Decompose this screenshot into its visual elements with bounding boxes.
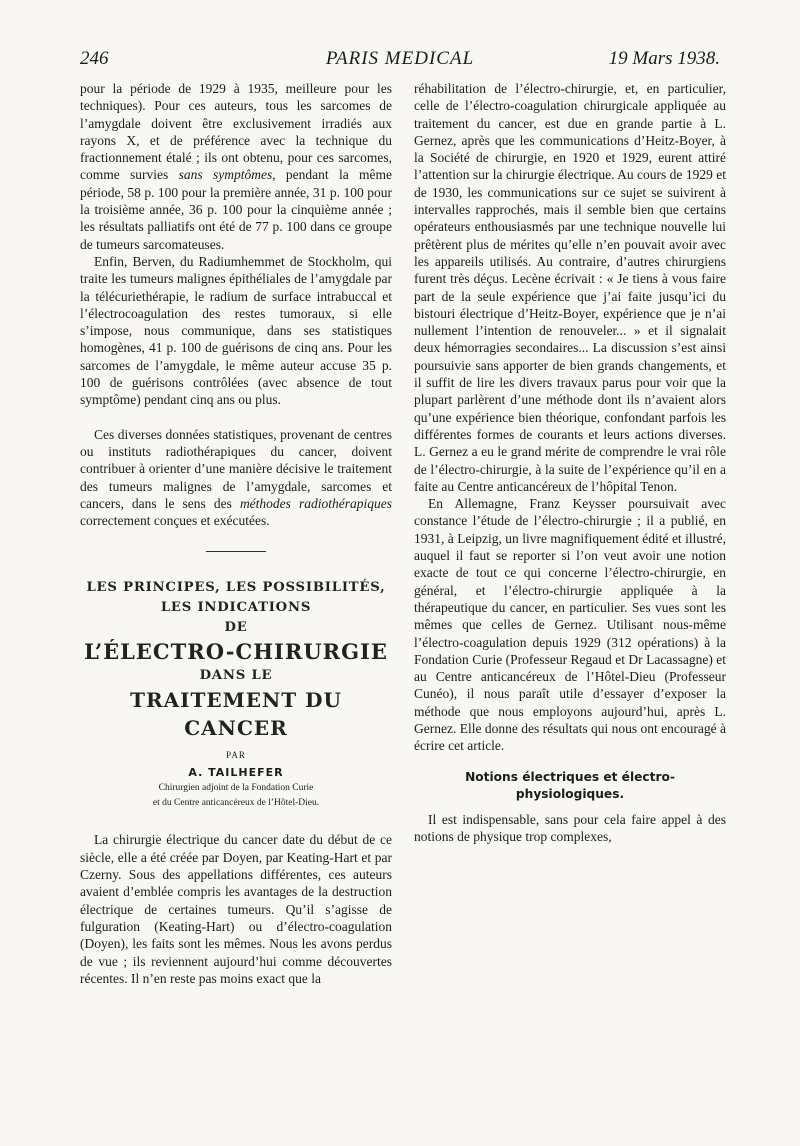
- page-header: [80, 48, 720, 78]
- paragraph: réhabilitation de l’électro-chirurgie, et, en particulier, celle de l’électro-coagulation chirurgicale appliquée au traitement du cancer, est due en grande partie à L. Gernez, après que les communications d’Heitz-Boyer, à la Société de chirurgie, en 1920 et 1929, eurent attiré l’attention sur la chirurgie électrique. Au cours de 1929 et de 1930, les communications sur ce sujet se suivirent à intervalles rapprochés, mais il semble bien que certains opérateurs enthousiasmés par une technique nouvelle lui prêtèrent plus de mérites qu’elle n’en pouvait avoir avec les appareils utilisés. Au contraire, d’autres chirurgiens furent très déçus. Lecène écrivait : « Je tiens à vous faire part de la seule expérience que j’ai faite jusqu’ici du bistouri électrique d’Heitz-Boyer, expérience que je n’ai nullement l’intention de renouveler... » et il signalait deux hémorragies secondaires... La discussion s’est ainsi poursuivie sans apporter de bien grands changements, et il suffit de lire les divers travaux parus pour voir que la plupart parlèrent d’une méthode dont ils n’avaient alors qu’une expérience bien théorique, confondant parfois les différentes formes de courants et leurs actions diverses. L. Gernez a eu le grand mérite de comprendre le vrai rôle de l’électro-chirurgie, à la suite de l’expérience qu’il en a faite au Centre anticancéreux de l’hôpital Tenon.: [414, 81, 726, 494]
- paragraph: pour la période de 1929 à 1935, meilleure pour les techniques). Pour ces auteurs, tous les sarcomes de l’amygdale doivent être exclusivement irradiés aux rayons X, et de préférence avec la technique du fractionnement étalé ; ils ont obtenu, pour ces sarcomes, comme survies sans symptômes, pendant la même période, 58 p. 100 pour la première année, 31 p. 100 pour la troisième année, 36 p. 100 pour la cinquième année ; les résultats palliatifs ont été de 77 p. 100 dans ce groupe de tumeurs sarcomateuses.: [80, 81, 393, 252]
- by-label: PAR: [226, 750, 246, 761]
- article-title-line: LES INDICATIONS: [160, 600, 312, 616]
- issue-date: 19 Mars 1938.: [608, 48, 720, 69]
- paragraph: Enfin, Berven, du Radiumhemmet de Stockholm, qui traite les tumeurs malignes épithéliales de l’amygdale par la télécuriethérapie, le radium de surface intrabuccal et l’électrocoagulation des restes tumoraux, si elle s’impose, nous communique, dans ses statistiques homogènes, 41 p. 100 de guérisons de cinq ans. Pour les sarcomes de l’amygdale, le même auteur accuse 35 p. 100 de guérisons contrôlées (avec absence de tout symptôme) pendant cinq ans ou plus.: [80, 253, 392, 408]
- journal-title: PARIS MEDICAL: [325, 48, 475, 69]
- emphasis: sans symptômes: [178, 167, 273, 183]
- author-affiliation: et du Centre anticancéreux de l’Hôtel-Dieu.: [152, 798, 320, 809]
- section-heading: Notions électriques et électro-physiologiques.: [465, 769, 675, 801]
- article-title-line: LES PRINCIPES, LES POSSIBILITÉS,: [86, 580, 386, 596]
- page-number: 246: [80, 48, 109, 69]
- article-title-main: TRAITEMENT DU CANCER: [130, 688, 342, 741]
- paragraph: Il est indispensable, sans pour cela faire appel à des notions de physique trop complexes,: [414, 811, 726, 844]
- paragraph: Ces diverses données statistiques, provenant de centres ou instituts radiothérapiques du cancer, doivent contribuer à orienter d’une manière décisive le traitement des tumeurs malignes de l’amygdale, sarcomes et cancers, dans le sens des méthodes radiothérapiques correctement conçues et exécutées.: [80, 426, 392, 529]
- author-affiliation: Chirurgien adjoint de la Fondation Curie: [158, 783, 314, 794]
- divider: [206, 551, 266, 552]
- emphasis: méthodes radiothérapiques: [239, 495, 392, 511]
- left-column: [80, 80, 392, 987]
- article-title-line: DANS LE: [199, 668, 273, 684]
- author-name: A. TAILHEFER: [188, 766, 284, 780]
- article-title-main: L’ÉLECTRO-CHIRURGIE: [84, 639, 388, 665]
- paragraph: La chirurgie électrique du cancer date du début de ce siècle, elle a été créée par Doyen, par Keating-Hart et par Czerny. Sous des appellations différentes, ces auteurs avaient d’emblée compris les avantages de la destruction électrique de certaines tumeurs. Qu’il s’agisse de fulguration (Keating-Hart) ou d’électro-coagulation (Doyen), les faits sont les mêmes. Nous les avons perdus de vue ; ils reviennent aujourd’hui comme découvertes récentes. Il n’en reste pas moins exact que la: [80, 832, 392, 986]
- right-column: [414, 80, 726, 845]
- paragraph: En Allemagne, Franz Keysser poursuivait avec constance l’étude de l’électro-chirurgie ; il a publié, en 1931, à Leipzig, un livre magnifiquement édité et illustré, auquel il faut se reporter si l’on veut avoir une notion exacte de tout ce qui concerne l’électro-chirurgie, en général, et l’électro-chirurgie appliquée à la thérapeutique du cancer, en particulier. Ses vues sont les mêmes que celles de Gernez. Utilisant nous-même l’électro-coagulation depuis 1929 (312 opérations) à la Fondation Curie (Professeur Regaud et Dr Lacassagne) et au Centre anticancéreux de l’Hôtel-Dieu (Professeur Cunéo), il nous paraît utile d’essayer d’exposer la méthode que nous employons aujourd’hui, après L. Gernez. Elle donne des résultats qui nous ont encouragé à écrire cet article.: [414, 496, 726, 754]
- article-title-line: DE: [224, 620, 248, 636]
